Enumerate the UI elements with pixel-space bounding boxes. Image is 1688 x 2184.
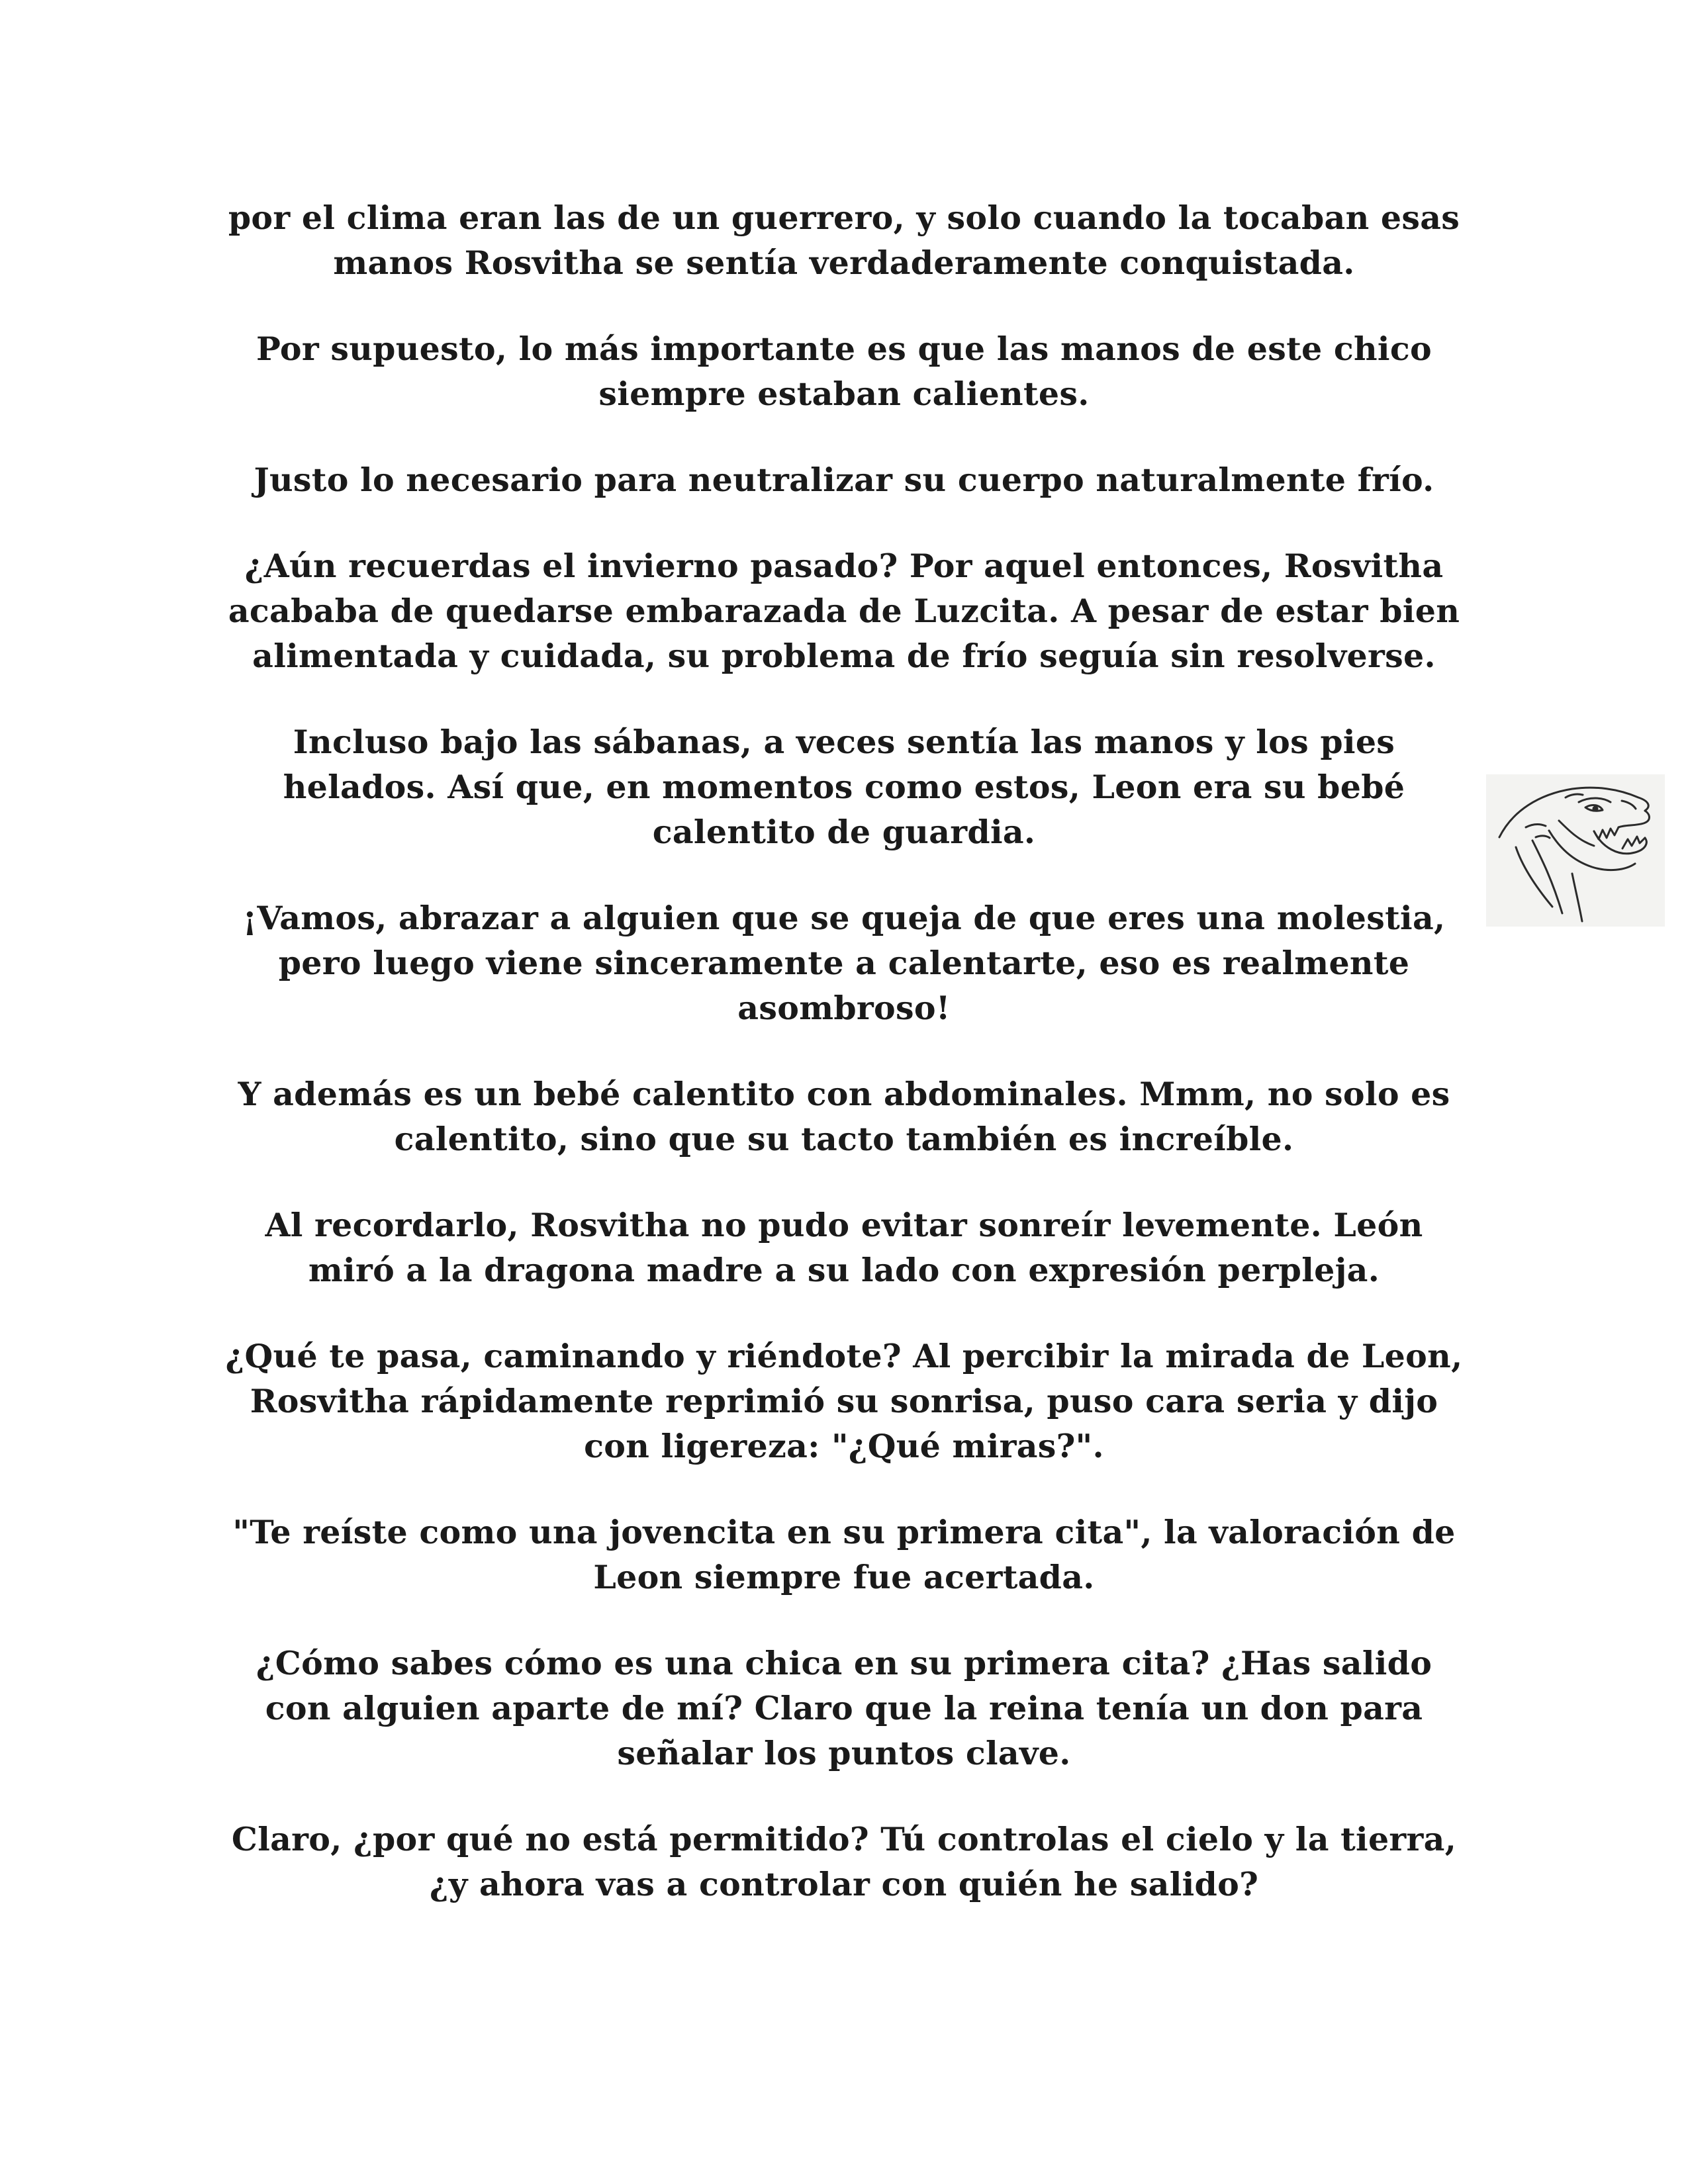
- dinosaur-head-icon: [1486, 774, 1665, 927]
- paragraph-12: Claro, ¿por qué no está permitido? Tú controlas el cielo y la tierra, ¿y ahora vas a controlar con quién he salido?: [231, 1820, 1457, 1903]
- dinosaur-sketch: [1486, 774, 1665, 927]
- paragraph-4: ¿Aún recuerdas el invierno pasado? Por aquel entonces, Rosvitha acababa de quedarse embarazada de Luzcita. A pesar de estar bien alimentada y cuidada, su problema de frío seguía sin resolverse.: [228, 547, 1460, 675]
- paragraph-10: "Te reíste como una jovencita en su primera cita", la valoración de Leon siempre fue acertada.: [232, 1513, 1456, 1596]
- text-body: [225, 195, 1463, 1948]
- paragraph-8: Al recordarlo, Rosvitha no pudo evitar sonreír levemente. León miró a la dragona madre a su lado con expresión perpleja.: [265, 1206, 1423, 1289]
- paragraph-9: ¿Qué te pasa, caminando y riéndote? Al percibir la mirada de Leon, Rosvitha rápidamente reprimió su sonrisa, puso cara seria y dijo con ligereza: "¿Qué miras?".: [225, 1337, 1463, 1465]
- paragraph-3: Justo lo necesario para neutralizar su cuerpo naturalmente frío.: [254, 461, 1434, 499]
- paragraph-1: por el clima eran las de un guerrero, y solo cuando la tocaban esas manos Rosvitha se sentía verdaderamente conquistada.: [228, 199, 1460, 282]
- paragraph-2: Por supuesto, lo más importante es que las manos de este chico siempre estaban calientes.: [256, 330, 1432, 413]
- paragraph-7: Y además es un bebé calentito con abdominales. Mmm, no solo es calentito, sino que su tacto también es increíble.: [238, 1075, 1450, 1158]
- paragraph-6: ¡Vamos, abrazar a alguien que se queja de que eres una molestia, pero luego viene sinceramente a calentarte, eso es realmente asombroso!: [242, 899, 1446, 1027]
- paragraph-5: Incluso bajo las sábanas, a veces sentía las manos y los pies helados. Así que, en momentos como estos, Leon era su bebé calentito de guardia.: [283, 723, 1405, 851]
- paragraph-11: ¿Cómo sabes cómo es una chica en su primera cita? ¿Has salido con alguien aparte de mí? Claro que la reina tenía un don para señalar los puntos clave.: [256, 1644, 1432, 1772]
